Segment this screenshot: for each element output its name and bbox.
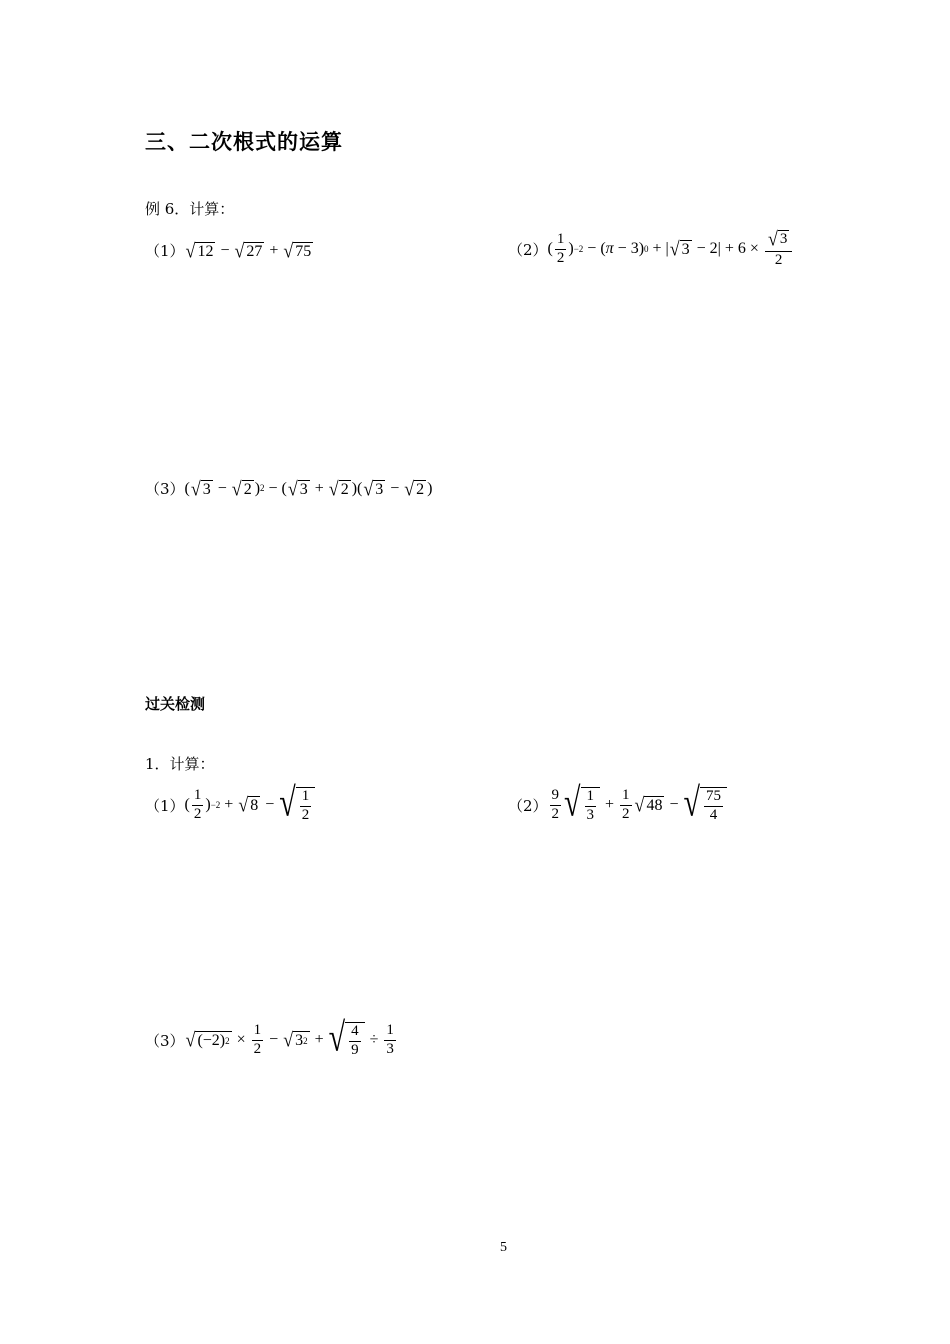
math-expression: √ 12 − √ 27 + √ 75 xyxy=(185,239,312,262)
math-expression: ( √ 3 − √ 2 ) 2 − ( √ 3 + √ 2 )( √ 3 − √ 2 ) xyxy=(184,477,433,500)
problem-label: （1） xyxy=(145,796,185,815)
math-expression: √ (−2) 2 × $\frac{1}{2}$ − √ 3 2 + √ $\frac{4}{9}$ ÷ $\frac{1}{3}$ xyxy=(185,1015,394,1060)
problem-label: （3） xyxy=(145,480,185,498)
math-expression: $\frac{9}{2}$ √ $\frac{1}{3}$ + $\frac{1}{2}$ √ 48 − √ $\frac{75}{4}$ xyxy=(548,787,728,824)
check-heading: 过关检测 xyxy=(145,695,206,713)
problem-label: （2） xyxy=(508,796,548,815)
page-number: 5 xyxy=(500,1240,507,1255)
math-expression: ( $\frac{1}{2}$ ) −2 + √ 8 − √ $\frac{1}{2}$ xyxy=(185,787,317,824)
check-problem-2 xyxy=(508,780,728,825)
check-problem-3 xyxy=(145,1015,398,1060)
check-problem-1 xyxy=(145,780,316,825)
example-problem-1 xyxy=(145,240,314,261)
example-problem-3 xyxy=(145,478,432,499)
section-title: 三、二次根式的运算 xyxy=(145,130,343,154)
question-1-heading: 1．计算： xyxy=(145,755,215,773)
problem-label: （1） xyxy=(145,242,185,260)
problem-label: （3） xyxy=(145,1031,185,1050)
example-problem-2 xyxy=(508,230,794,269)
example-heading: 例 6．计算： xyxy=(145,200,235,218)
problem-label: （2） xyxy=(508,240,548,259)
math-expression: ( $\frac{1}{2}$ ) −2 − ( π − 3) 0 + | √ 3 − 2| + 6 × √ 3 2 xyxy=(548,230,795,269)
